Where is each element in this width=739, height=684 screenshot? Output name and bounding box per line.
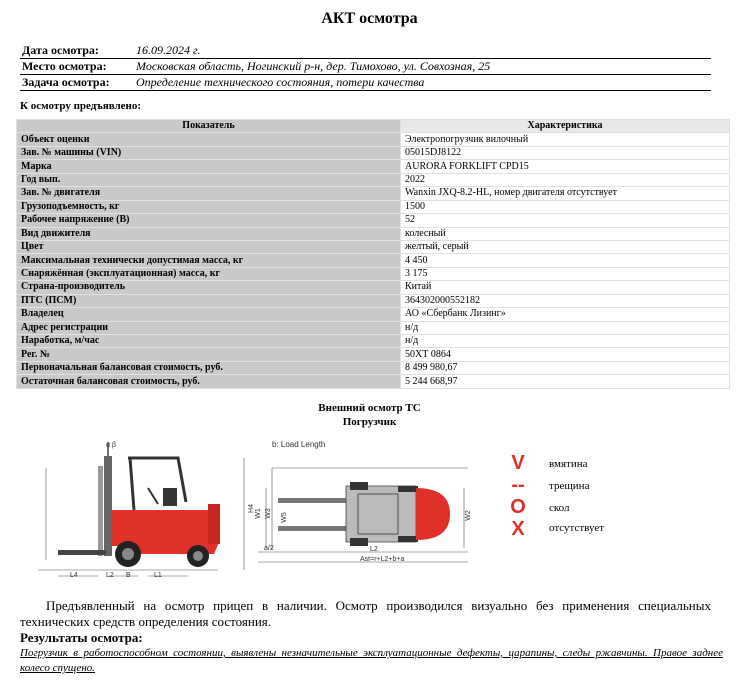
row-indicator: Рег. № (17, 348, 401, 361)
table-row (17, 321, 730, 334)
w1-label: W1 (254, 508, 262, 519)
row-value: 8 499 980,67 (401, 361, 730, 374)
row-indicator: Год вып. (17, 173, 401, 186)
row-indicator: Снаряжённая (эксплуатационная) масса, кг (17, 267, 401, 280)
table-row (17, 375, 730, 388)
chip-symbol: O (510, 496, 526, 518)
specs-table (16, 119, 730, 389)
a2-label: a/2 (264, 545, 274, 552)
row-indicator: Остаточная балансовая стоимость, руб. (17, 375, 401, 388)
table-row (17, 267, 730, 280)
b-label: B (126, 572, 131, 579)
table-row (17, 214, 730, 227)
ast-label: Ast=r+L2+b+a (360, 556, 405, 563)
row-value: Электропогрузчик вилочный (401, 133, 730, 146)
l2-label: L2 (106, 572, 114, 579)
row-value: желтый, серый (401, 240, 730, 253)
table-row (17, 187, 730, 200)
row-indicator: Вид движителя (17, 227, 401, 240)
forklift-side-view-diagram (38, 440, 260, 585)
row-indicator: Объект оценки (17, 133, 401, 146)
row-value: 50ХТ 0864 (401, 348, 730, 361)
document-title: АКТ осмотра (321, 10, 418, 27)
row-value: 364302000552182 (401, 294, 730, 307)
meta-label: Место осмотра: (22, 59, 107, 73)
meta-value: Московская область, Ногинский р-н, дер. Тимохово, ул. Совхозная, 25 (136, 59, 491, 73)
missing-symbol: X (511, 518, 525, 540)
table-row (17, 308, 730, 321)
l1-label: L1 (154, 572, 162, 579)
table-row (17, 160, 730, 173)
meta-value: 16.09.2024 г. (136, 43, 201, 57)
row-indicator: Наработка, м/час (17, 335, 401, 348)
row-indicator: Зав. № двигателя (17, 187, 401, 200)
meta-label: Задача осмотра: (22, 75, 110, 89)
row-indicator: ПТС (ПСМ) (17, 294, 401, 307)
row-value: 4 450 (401, 254, 730, 267)
w3-label: W3 (264, 508, 272, 519)
table-header-row (17, 120, 730, 133)
presented-heading: К осмотру предъявлено: (20, 100, 142, 112)
w2-label: W2 (464, 510, 472, 521)
row-value: 3 175 (401, 267, 730, 280)
crack-symbol: -- (511, 474, 525, 496)
table-row (17, 200, 730, 213)
row-value: н/д (401, 335, 730, 348)
table-row (17, 227, 730, 240)
row-indicator: Марка (17, 160, 401, 173)
row-value: 05015DJ8122 (401, 146, 730, 159)
row-value: АО «Сбербанк Лизинг» (401, 308, 730, 321)
row-value: Китай (401, 281, 730, 294)
dent-symbol: V (511, 452, 525, 474)
table-row (17, 133, 730, 146)
table-row (17, 240, 730, 253)
table-row (17, 361, 730, 374)
row-value: 5 244 668,97 (401, 375, 730, 388)
row-indicator: Рабочее напряжение (В) (17, 214, 401, 227)
table-row (17, 294, 730, 307)
table-row (17, 335, 730, 348)
top-l2-label: L2 (370, 546, 378, 553)
meta-value: Определение технического состояния, потери качества (136, 75, 425, 89)
header-characteristic: Характеристика (401, 120, 730, 133)
row-indicator: Первоначальная балансовая стоимость, руб. (17, 361, 401, 374)
load-length-label: b: Load Length (272, 440, 326, 449)
header-indicator: Показатель (17, 120, 401, 133)
dent-label: вмятина (549, 458, 588, 470)
row-value: AURORA FORKLIFT CPD15 (401, 160, 730, 173)
row-indicator: Страна-производитель (17, 281, 401, 294)
row-value: 1500 (401, 200, 730, 213)
row-indicator: Адрес регистрации (17, 321, 401, 334)
results-heading: Результаты осмотра: (20, 630, 143, 645)
inspection-paragraph: Предъявленный на осмотр прицеп в наличии. Осмотр производился визуально без применения специальных технических средств определения состояния. (20, 598, 711, 629)
row-value: Wanxin JXQ-8.2-HL, номер двигателя отсутствует (401, 187, 730, 200)
row-indicator: Максимальная технически допустимая масса, кг (17, 254, 401, 267)
table-body (17, 133, 730, 388)
meta-row-place (20, 59, 711, 75)
inspection-title: Внешний осмотр ТС (318, 402, 421, 414)
row-indicator: Зав. № машины (VIN) (17, 146, 401, 159)
chip-label: скол (549, 502, 570, 514)
row-value: н/д (401, 321, 730, 334)
row-indicator: Цвет (17, 240, 401, 253)
table-row (17, 281, 730, 294)
inspection-subtitle: Погрузчик (342, 416, 397, 428)
meta-row-task (20, 75, 711, 91)
table-row (17, 173, 730, 186)
l4-label: L4 (70, 572, 78, 579)
results-text: Погрузчик в работоспособном состоянии, выявлены незначительные эксплуатационные дефекты, царапины, следы ржавчины. Правое заднее колесо спущено. (20, 647, 723, 674)
table-row (17, 146, 730, 159)
row-value: 52 (401, 214, 730, 227)
table-row (17, 254, 730, 267)
w5-label: W5 (280, 512, 288, 523)
h4-label: H4 (247, 504, 255, 513)
missing-label: отсутствует (549, 522, 605, 534)
table-row (17, 348, 730, 361)
crack-label: трещина (549, 480, 590, 492)
meta-row-date (20, 43, 711, 59)
row-indicator: Владелец (17, 308, 401, 321)
row-indicator: Грузоподъемность, кг (17, 200, 401, 213)
row-value: 2022 (401, 173, 730, 186)
row-value: колесный (401, 227, 730, 240)
angle-label: α β (106, 442, 117, 449)
meta-label: Дата осмотра: (22, 43, 99, 57)
